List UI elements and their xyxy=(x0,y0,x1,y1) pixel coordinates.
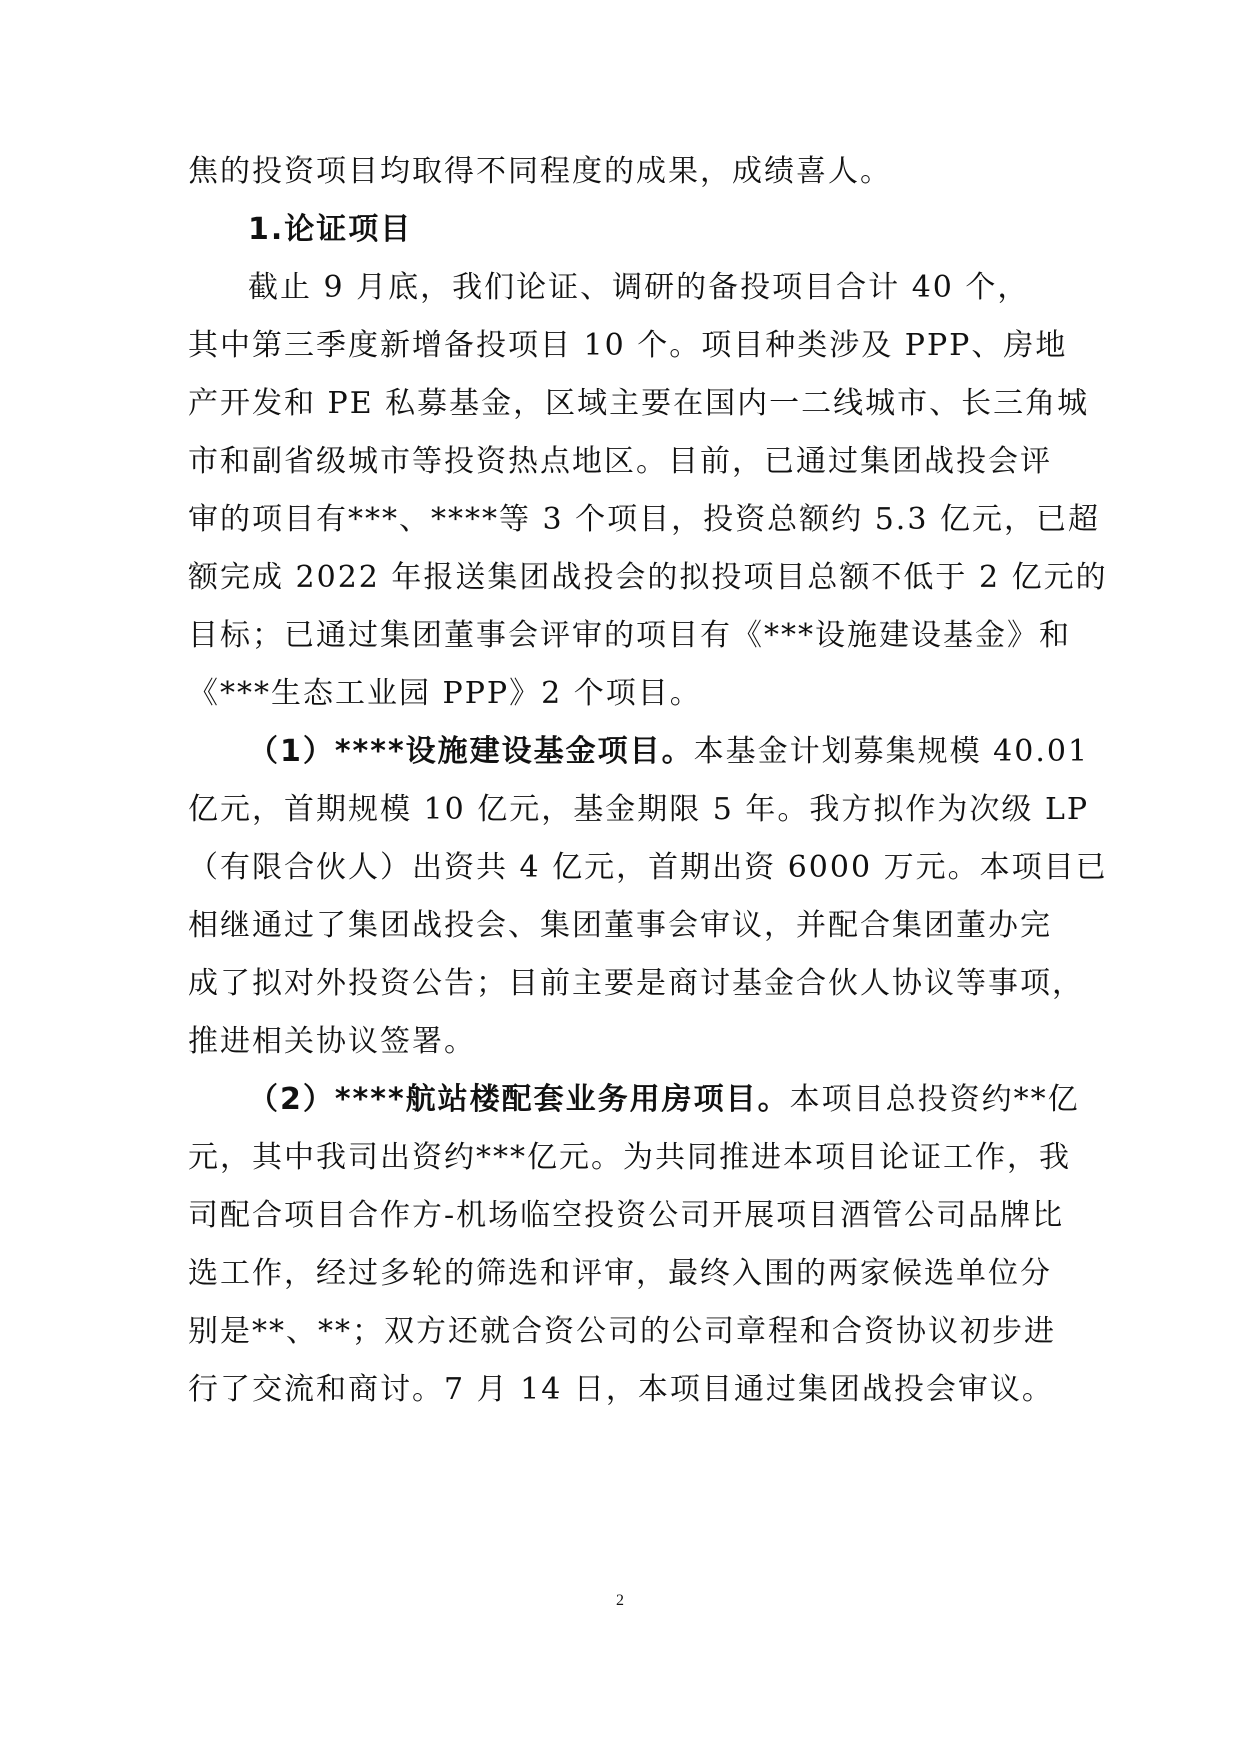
paragraph-line: 《***生态工业园 PPP》2 个项目。 xyxy=(188,676,702,711)
subsection-heading: （1）****设施建设基金项目。 xyxy=(248,734,694,769)
subsection-heading: （2）****航站楼配套业务用房项目。 xyxy=(248,1082,790,1117)
paragraph-line: 别是**、**；双方还就合资公司的公司章程和合资协议初步进 xyxy=(188,1314,1056,1349)
subsection-line xyxy=(248,1080,1080,1120)
paragraph-line: 市和副省级城市等投资热点地区。目前，已通过集团战投会评 xyxy=(188,444,1052,479)
paragraph-line: 司配合项目合作方-机场临空投资公司开展项目酒管公司品牌比 xyxy=(188,1198,1065,1233)
subsection-text: 本基金计划募集规模 40.01 xyxy=(693,734,1090,769)
paragraph-line: 行了交流和商讨。7 月 14 日，本项目通过集团战投会审议。 xyxy=(188,1372,1054,1407)
paragraph-line: （有限合伙人）出资共 4 亿元，首期出资 6000 万元。本项目已 xyxy=(188,850,1108,885)
paragraph-line: 截止 9 月底，我们论证、调研的备投项目合计 40 个， xyxy=(248,270,1030,305)
paragraph-line: 相继通过了集团战投会、集团董事会审议，并配合集团董办完 xyxy=(188,908,1052,943)
paragraph-line: 推进相关协议签署。 xyxy=(188,1024,476,1059)
paragraph-line: 目标；已通过集团董事会评审的项目有《***设施建设基金》和 xyxy=(188,618,1071,653)
paragraph-line: 元，其中我司出资约***亿元。为共同推进本项目论证工作，我 xyxy=(188,1140,1071,1175)
section-heading: 1.论证项目 xyxy=(248,212,413,247)
subsection-text: 本项目总投资约**亿 xyxy=(789,1082,1080,1117)
paragraph-line: 选工作，经过多轮的筛选和评审，最终入围的两家候选单位分 xyxy=(188,1256,1052,1291)
page-number: 2 xyxy=(616,1592,624,1609)
paragraph-line: 亿元，首期规模 10 亿元，基金期限 5 年。我方拟作为次级 LP xyxy=(188,792,1090,827)
paragraph-line: 审的项目有***、****等 3 个项目，投资总额约 5.3 亿元，已超 xyxy=(188,502,1100,537)
paragraph-line: 其中第三季度新增备投项目 10 个。项目种类涉及 PPP、房地 xyxy=(188,328,1068,363)
paragraph-line: 产开发和 PE 私募基金，区域主要在国内一二线城市、长三角城 xyxy=(188,386,1090,421)
paragraph-line: 成了拟对外投资公告；目前主要是商讨基金合伙人协议等事项， xyxy=(188,966,1084,1001)
paragraph-line: 焦的投资项目均取得不同程度的成果，成绩喜人。 xyxy=(188,154,892,189)
paragraph-line: 额完成 2022 年报送集团战投会的拟投项目总额不低于 2 亿元的 xyxy=(188,560,1108,595)
subsection-line xyxy=(248,732,1089,772)
